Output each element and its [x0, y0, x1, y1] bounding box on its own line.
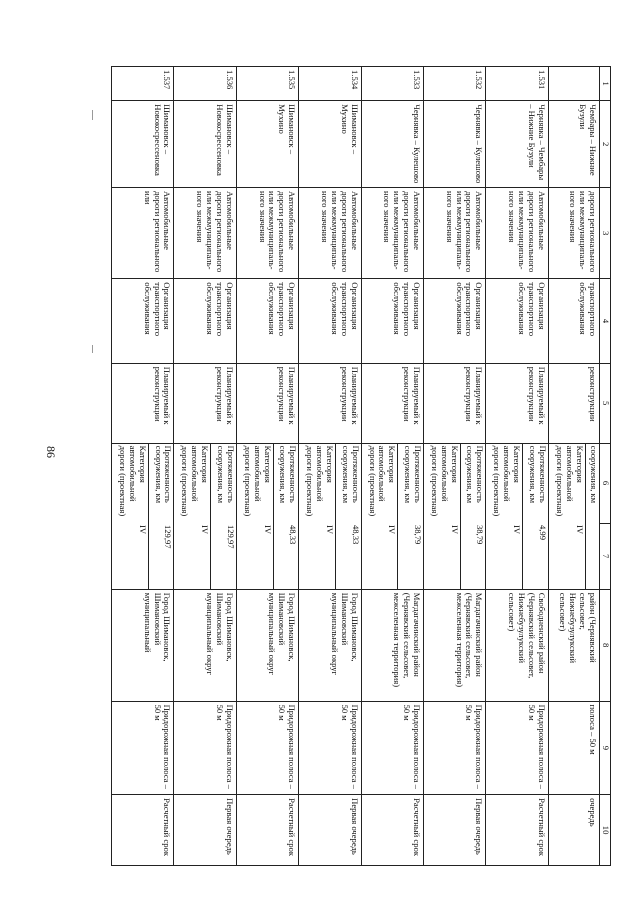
cell-category: IV: [449, 524, 460, 535]
cell-num: 1.533: [361, 67, 423, 101]
cell-length: 129,97: [211, 523, 236, 589]
cell-type: Автомобильные дороги регионального или межмуниципаль-ного значения: [236, 187, 298, 278]
cell-status: Планируемый к реконструкции: [299, 363, 361, 443]
cell-category-label: Категория автомобильной дороги (проектная): [430, 445, 460, 517]
cell-category-label: Категория автомобильной дороги (проектная): [242, 445, 273, 517]
cell-type: Автомобильные дороги регионального или межмуниципаль-ного значения: [299, 187, 361, 278]
col-header: 1: [600, 67, 611, 101]
cell-category-label: Категория автомобильной дороги (проектная): [305, 445, 335, 517]
cell-location: Магдагачинский район (Чернявский сельсовет, межселенная территория): [361, 589, 423, 701]
col-header: 2: [600, 101, 611, 188]
cell-length-label: Протяженность сооружения, км: [398, 444, 423, 523]
table-row-continuation: [548, 67, 599, 866]
col-header: 9: [600, 701, 611, 795]
cell-status: Планируемый к реконструкции: [112, 363, 174, 443]
col-header: 6: [600, 443, 611, 523]
cell-category-label: Категория автомобильной дороги (проектная): [554, 445, 585, 517]
table-row: [112, 67, 174, 866]
cell-purpose: Организация транспортного обслуживания: [486, 279, 548, 363]
cell-length-label: сооружения, км: [585, 444, 599, 523]
cell-stage: Расчетный срок: [486, 795, 548, 866]
cell-location: район (Чернявский сельсовет, Нижнебузулукский сельсовет): [548, 589, 599, 701]
cell-length: 48,33: [273, 523, 298, 589]
cell-stage: Расчетный срок: [236, 795, 298, 866]
cell-length: [585, 523, 599, 589]
cell-purpose: Организация транспортного обслуживания: [361, 279, 423, 363]
cell-zone: Придорожная полоса – 50 м: [174, 701, 236, 795]
cell-name: Чернявка – Кулешово: [423, 101, 485, 188]
cell-category-label: Категория автомобильной дороги (проектная): [180, 445, 211, 517]
cell-status: Планируемый к реконструкции: [174, 363, 236, 443]
cell-type: Автомобильные дороги регионального или межмуниципаль-ного значения: [361, 187, 423, 278]
page-number: 86: [44, 446, 58, 458]
margin-mark: [92, 345, 93, 353]
cell-category-label: Категория автомобильной дороги (проектная): [367, 445, 398, 517]
margin-mark: [92, 110, 93, 120]
cell-purpose: Организация транспортного обслуживания: [236, 279, 298, 363]
cell-location: Город Шимановск, Шимановский муниципальный округ: [174, 589, 236, 701]
table-row: [361, 67, 423, 866]
cell-category-label: Категория автомобильной дороги (проектная): [492, 445, 523, 517]
cell-name: Шимановск – Мухино: [299, 101, 361, 188]
cell-zone: Придорожная полоса – 50 м: [112, 701, 174, 795]
cell-purpose: транспортного обслуживания: [548, 279, 599, 363]
cell-parameters: [174, 443, 236, 589]
col-header: 7: [600, 523, 611, 589]
cell-length: 38,79: [398, 523, 423, 589]
cell-zone: Придорожная полоса – 50 м: [423, 701, 485, 795]
cell-stage: Расчетный срок: [112, 795, 174, 866]
cell-num: 1.535: [236, 67, 298, 101]
cell-length-label: Протяженность сооружения, км: [460, 444, 485, 523]
cell-category: IV: [137, 524, 148, 535]
cell-zone: Придорожная полоса – 50 м: [299, 701, 361, 795]
cell-parameters: [423, 443, 485, 589]
cell-parameters: [548, 443, 599, 589]
cell-name: Шимановск – Новокосрессеновка: [112, 101, 174, 188]
cell-parameters: [112, 443, 174, 589]
cell-name: Чернявка – Кулешово: [361, 101, 423, 188]
header-row: [600, 67, 611, 866]
table-row: [236, 67, 298, 866]
cell-num: 1.531: [486, 67, 548, 101]
cell-stage: Первая очередь: [299, 795, 361, 866]
cell-parameters: [486, 443, 548, 589]
cell-stage: Первая очередь: [174, 795, 236, 866]
cell-purpose: Организация транспортного обслуживания: [423, 279, 485, 363]
cell-length-label: Протяженность сооружения, км: [335, 444, 360, 523]
cell-status: Планируемый к реконструкции: [423, 363, 485, 443]
cell-length: 48,33: [335, 523, 360, 589]
cell-location: Свободненский район (Чернявский сельсовет, Нижнебузулукский сельсовет): [486, 589, 548, 701]
cell-type: дороги регионального или межмуниципаль-ного значения: [548, 187, 599, 278]
cell-purpose: Организация транспортного обслуживания: [174, 279, 236, 363]
cell-length: 4,99: [523, 523, 548, 589]
cell-num: 1.534: [299, 67, 361, 101]
table-row: [299, 67, 361, 866]
cell-length-label: Протяженность сооружения, км: [273, 444, 298, 523]
cell-num: 1.532: [423, 67, 485, 101]
cell-name: Шимановск – Мухино: [236, 101, 298, 188]
cell-category: IV: [324, 524, 335, 535]
table-row: [174, 67, 236, 866]
cell-status: Планируемый к реконструкции: [361, 363, 423, 443]
cell-status: Планируемый к реконструкции: [236, 363, 298, 443]
table-row: [423, 67, 485, 866]
cell-category: IV: [262, 524, 273, 535]
cell-parameters: [236, 443, 298, 589]
table-row: [486, 67, 548, 866]
cell-length: 129,97: [148, 523, 173, 589]
cell-name: Чембары – Нижние Бузули: [548, 101, 599, 188]
cell-zone: Придорожная полоса – 50 м: [361, 701, 423, 795]
cell-zone: Придорожная полоса – 50 м: [236, 701, 298, 795]
cell-num: [548, 67, 599, 101]
cell-parameters: [299, 443, 361, 589]
col-header: 3: [600, 187, 611, 278]
cell-location: Магдагачинский район (Чернявский сельсовет, межселенная территория): [423, 589, 485, 701]
cell-location: Город Шимановск, Шимановский муниципальный: [112, 589, 174, 701]
col-header: 4: [600, 279, 611, 363]
cell-purpose: Организация транспортного обслуживания: [112, 279, 174, 363]
document-table-rotated: [111, 66, 611, 866]
cell-category: IV: [574, 524, 585, 535]
cell-length-label: Протяженность сооружения, км: [523, 444, 548, 523]
cell-category: IV: [200, 524, 211, 535]
cell-zone: полоса – 50 м: [548, 701, 599, 795]
cell-name: Чернявка – Чембары – Нижние Бузули: [486, 101, 548, 188]
cell-status: Планируемый к реконструкции: [486, 363, 548, 443]
cell-status: реконструкции: [548, 363, 599, 443]
col-header: 10: [600, 795, 611, 866]
cell-purpose: Организация транспортного обслуживания: [299, 279, 361, 363]
cell-stage: очередь: [548, 795, 599, 866]
cell-length: 38,79: [460, 523, 485, 589]
objects-table: [111, 66, 611, 866]
cell-category-label: Категория автомобильной дороги (проектная): [118, 445, 148, 517]
cell-type: Автомобильные дороги регионального или межмуниципаль-ного значения: [423, 187, 485, 278]
cell-length-label: Протяженность сооружения, км: [148, 444, 173, 523]
cell-category: IV: [512, 524, 523, 535]
cell-location: Город Шимановск, Шимановский муниципальный округ: [299, 589, 361, 701]
cell-type: Автомобильные дороги регионального или: [112, 187, 174, 278]
cell-num: 1.537: [112, 67, 174, 101]
col-header: 5: [600, 363, 611, 443]
cell-location: Город Шимановск, Шимановский муниципальный округ: [236, 589, 298, 701]
cell-num: 1.536: [174, 67, 236, 101]
cell-stage: Расчетный срок: [361, 795, 423, 866]
col-header: 8: [600, 589, 611, 701]
cell-category: IV: [387, 524, 398, 535]
cell-type: Автомобильные дороги регионального или межмуниципаль-ного значения: [174, 187, 236, 278]
cell-zone: Придорожная полоса – 50 м: [486, 701, 548, 795]
cell-stage: Первая очередь: [423, 795, 485, 866]
cell-name: Шимановск – Новокосрессеновка: [174, 101, 236, 188]
cell-parameters: [361, 443, 423, 589]
cell-type: Автомобильные дороги регионального или межмуниципаль-ного значения: [486, 187, 548, 278]
cell-length-label: Протяженность сооружения, км: [211, 444, 236, 523]
